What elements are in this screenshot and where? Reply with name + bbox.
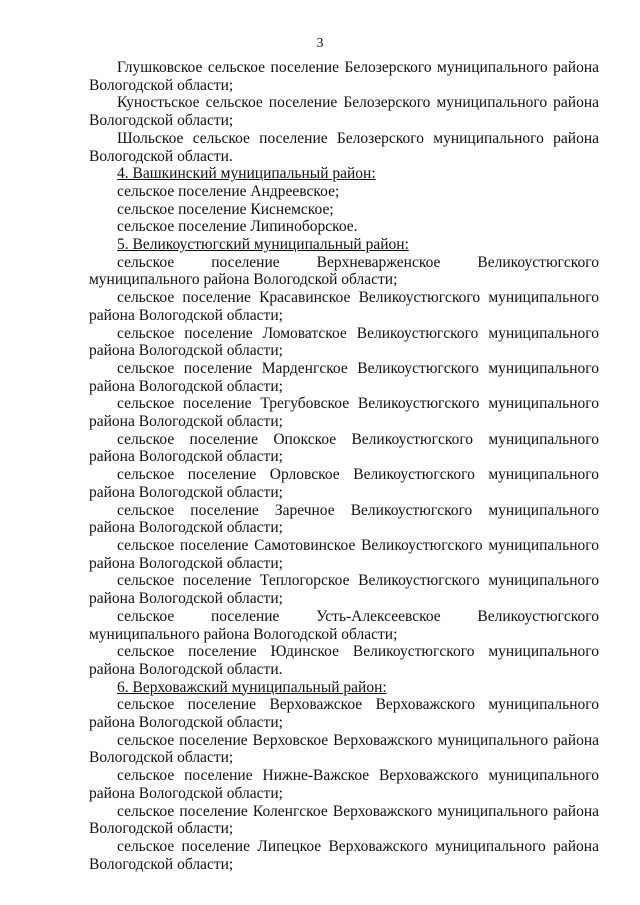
page-number: 3 [316,36,324,51]
paragraph: сельское поселение Марденгское Великоустюгского муниципального района Вологодской области; [89,359,599,395]
section-heading [89,236,599,254]
paragraph: сельское поселение Заречное Великоустюгского муниципального района Вологодской области; [89,501,599,537]
paragraph: сельское поселение Липиноборское. [117,218,358,236]
paragraph: сельское поселение Юдинское Великоустюгского муниципального района Вологодской области. [89,643,599,678]
paragraph: сельское поселение Теплогорское Великоустюгского муниципального района Вологодской области; [89,572,599,608]
paragraph: сельское поселение Коленгское Верховажского муниципального района Вологодской области; [89,802,599,838]
section-heading [89,165,599,183]
section-heading [89,679,599,697]
paragraph: сельское поселение Андреевское; [117,182,340,200]
paragraph: сельское поселение Нижне-Важское Верховажского муниципального района Вологодской области; [89,767,599,802]
paragraph: сельское поселение Верхневарженское Великоустюгского муниципального района Вологодской области; [89,253,599,289]
paragraph: сельское поселение Верховское Верховажского муниципального района Вологодской области; [89,731,599,767]
paragraph: Глушковское сельское поселение Белозерского муниципального района Вологодской области; [89,59,599,94]
paragraph: сельское поселение Самотовинское Великоустюгского муниципального района Вологодской области; [89,536,599,572]
section-heading-text: 6. Верховажский муниципальный район: [117,678,387,696]
paragraph: сельское поселение Липецкое Верховажского муниципального района Вологодской области; [89,837,599,873]
paragraph: сельское поселение Ломоватское Великоустюгского муниципального района Вологодской области; [89,324,599,360]
paragraph: Куностьское сельское поселение Белозерского муниципального района Вологодской области; [89,94,599,130]
paragraph: сельское поселение Опокское Великоустюгского муниципального района Вологодской области; [89,430,599,466]
document-body [89,59,599,873]
paragraph: сельское поселение Орловское Великоустюгского муниципального района Вологодской области; [89,466,599,501]
paragraph: Шольское сельское поселение Белозерского муниципального района Вологодской области. [89,129,599,165]
paragraph: сельское поселение Верховажское Верховажского муниципального района Вологодской области; [89,696,599,732]
paragraph: сельское поселение Усть-Алексеевское Великоустюгского муниципального района Вологодской области; [89,607,599,643]
paragraph: сельское поселение Киснемское; [117,200,334,218]
section-heading-text: 4. Вашкинский муниципальный район: [117,165,376,183]
section-heading-text: 5. Великоустюгский муниципальный район: [117,236,409,254]
paragraph: сельское поселение Трегубовское Великоустюгского муниципального района Вологодской области; [89,395,599,431]
paragraph: сельское поселение Красавинское Великоустюгского муниципального района Вологодской области; [89,289,599,324]
